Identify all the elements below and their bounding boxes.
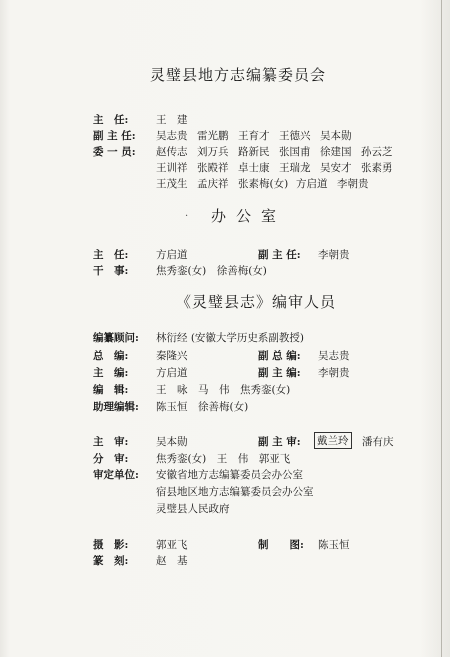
member-r1-2: 卓士康 [238,162,270,174]
committee-members-label: 委 一 员: [93,146,136,158]
vice-reviewer-2: 潘有庆 [362,436,394,448]
member-r0-5: 孙云芝 [361,146,393,158]
vice-editor: 李朝贵 [318,367,350,379]
member-r1-1: 张殿祥 [197,162,229,174]
sub-reviewer: 焦秀銮(女) 王 伟 郭亚飞 [156,453,291,465]
drawing: 陈玉恒 [318,539,350,551]
advisor-label: 编纂顾问: [93,332,139,344]
drawing-label: 制 图: [258,539,304,551]
office-staff-label: 干 事: [93,265,129,277]
committee-director: 王 建 [156,114,188,126]
committee-deputy-label: 副 主 任: [93,130,136,142]
reviewer-label: 主 审: [93,436,129,448]
compile: 王 咏 马 伟 焦秀銮(女) [156,384,291,396]
editor: 方启道 [156,367,188,379]
vice-chief: 吴志贵 [318,350,350,362]
unit-1: 宿县地区地方志编纂委员会办公室 [156,486,314,498]
office-deputy-label: 副 主 任: [258,249,301,261]
member-r0-1: 刘万兵 [197,146,229,158]
member-r1-4: 吴安才 [320,162,352,174]
member-r2-4: 李朝贵 [337,178,369,190]
chief: 秦隆兴 [156,350,188,362]
member-r2-0: 王茂生 [156,178,188,190]
chief-label: 总 编: [93,350,129,362]
separator-dot: · [185,211,189,222]
vice-reviewer-label: 副 主 审: [258,436,301,448]
photo-label: 摄 影: [93,539,129,551]
advisor: 林衍经 (安徽大学历史系副教授) [156,332,305,344]
sub-reviewer-label: 分 审: [93,453,129,465]
member-r2-1: 孟庆祥 [197,178,229,190]
vice-editor-label: 副 主 编: [258,367,301,379]
member-r0-4: 徐建国 [320,146,352,158]
seal: 赵 基 [156,555,188,567]
member-r2-3: 方启道 [296,178,328,190]
committee-deputy-1: 雷光鹏 [197,130,229,142]
seal-label: 篆 刻: [93,555,129,567]
assistant-label: 助理编辑: [93,401,139,413]
committee-deputy-4: 吴本勋 [320,130,352,142]
unit-0: 安徽省地方志编纂委员会办公室 [156,469,303,481]
editor-label: 主 编: [93,367,129,379]
compile-label: 编 辑: [93,384,129,396]
committee-deputy-3: 王德兴 [279,130,311,142]
member-r0-0: 赵传志 [156,146,188,158]
member-r1-5: 张素勇 [361,162,393,174]
office-title: 办公室 [211,207,287,225]
member-r2-2: 张素梅(女) [238,178,289,190]
editors-title: 《灵璧县志》编审人员 [176,293,337,311]
member-r0-2: 路新民 [238,146,270,158]
page-edge-line [441,0,442,657]
committee-title: 灵璧县地方志编纂委员会 [150,66,327,84]
committee-deputy-0: 吴志贵 [156,130,188,142]
member-r1-3: 王瑞龙 [279,162,311,174]
office-deputy: 李朝贵 [318,249,350,261]
committee-deputy-2: 王育才 [238,130,270,142]
vice-reviewer-boxed: 戴兰玲 [314,432,352,449]
units-label: 审定单位: [93,469,139,481]
member-r1-0: 王训祥 [156,162,188,174]
office-staff: 焦秀銮(女) 徐善梅(女) [156,265,267,277]
committee-director-label: 主 任: [93,114,129,126]
member-r0-3: 张国甫 [279,146,311,158]
reviewer: 吴本勋 [156,436,188,448]
photo: 郭亚飞 [156,539,188,551]
vice-chief-label: 副 总 编: [258,350,301,362]
office-director-label: 主 任: [93,249,129,261]
assistant: 陈玉恒 徐善梅(女) [156,401,249,413]
office-director: 方启道 [156,249,188,261]
unit-2: 灵璧县人民政府 [156,503,230,515]
